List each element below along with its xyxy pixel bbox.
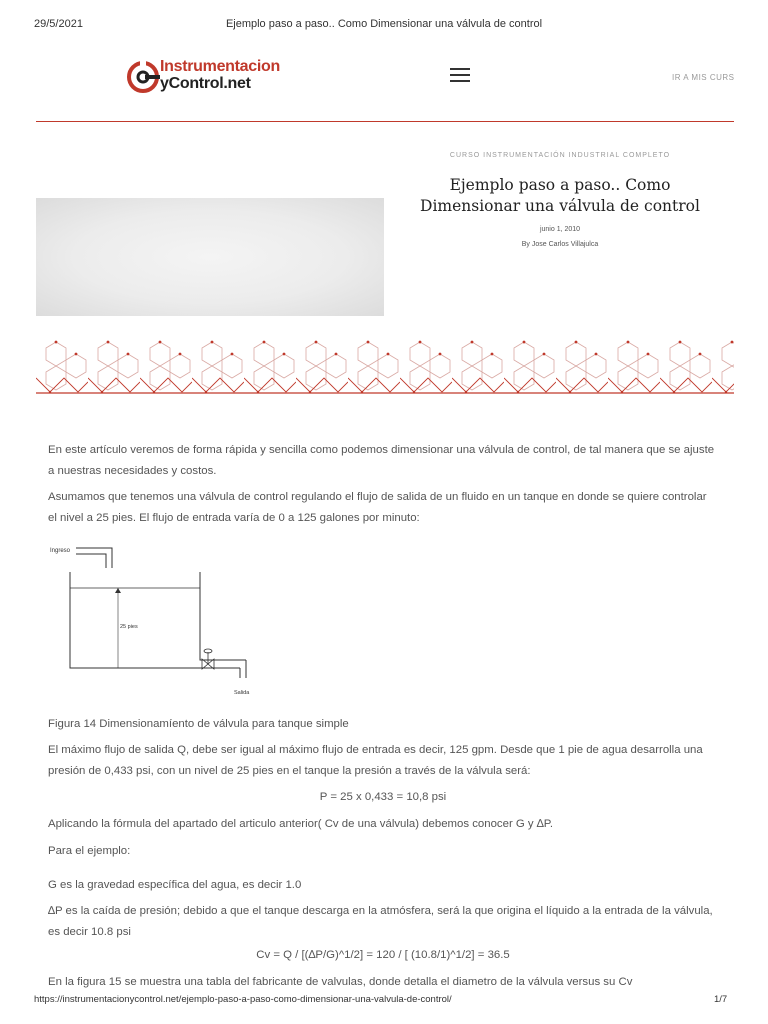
paragraph-example: Para el ejemplo: (48, 845, 131, 857)
article-date: junio 1, 2010 (539, 226, 581, 233)
header-divider (36, 121, 734, 122)
wrench-gauge-icon (126, 58, 162, 94)
print-footer-url: https://instrumentacionycontrol.net/ejemplo-paso-a-paso-como-dimensionar-una-valvula-de-control/ (34, 994, 452, 1005)
diagram-label-outlet: Salida (234, 690, 250, 696)
article-category[interactable]: CURSO INSTRUMENTACIÓN INDUSTRIAL COMPLETO (449, 152, 671, 159)
diagram-label-inlet: Ingreso (50, 548, 71, 554)
logo-text-line1: Instrumentacion (160, 58, 280, 75)
paragraph-max-flow: El máximo flujo de salida Q, debe ser igual al máximo flujo de entrada es decir, 125 gpm. Desde que 1 pie de agua desarrolla una presión de 0,433 psi, con un nivel de 25 pies en el tanque la presión a través de la válvula será: (48, 744, 703, 777)
paragraph-pressure-drop: ∆P es la caída de presión; debido a que el tanque descarga en la atmósfera, será la que origina el líquido a la entrada de la válvula, es decir 10.8 psi (48, 905, 713, 938)
nav-link-courses[interactable]: IR A MIS CURS (672, 73, 735, 82)
paragraph-formula: Aplicando la fórmula del apartado del articulo anterior( Cv de una válvula) debemos conocer G y ∆P. (48, 818, 554, 830)
print-date: 29/5/2021 (34, 18, 83, 30)
article-author: By Jose Carlos Villajulca (521, 241, 599, 248)
print-title: Ejemplo paso a paso.. Como Dimensionar una válvula de control (225, 18, 543, 30)
figure-caption: Figura 14 Dimensionamíento de válvula para tanque simple (48, 718, 349, 730)
paragraph-assumption: Asumamos que tenemos una válvula de control regulando el flujo de salida de un fluido en un tanque en donde se quiere controlar el nivel a 25 pies. El flujo de entrada varía de 0 a 125 galones por minuto: (48, 491, 707, 524)
diagram-label-level: 25 pies (120, 624, 138, 630)
formula-pressure: P = 25 x 0,433 = 10,8 psi (319, 791, 447, 803)
article-title: Ejemplo paso a paso.. Como Dimensionar una válvula de control (420, 176, 700, 215)
paragraph-figure15: En la figura 15 se muestra una tabla del fabricante de valvulas, donde detalla el diametro de la válvula versus su Cv (48, 976, 633, 988)
hamburger-menu-icon[interactable] (450, 68, 470, 82)
logo-text-line2: yControl.net (160, 75, 251, 92)
paragraph-gravity: G es la gravedad específica del agua, es decir 1.0 (48, 879, 302, 891)
hexagon-decorative-band (36, 338, 734, 394)
paragraph-intro: En este artículo veremos de forma rápida y sencilla como podemos dimensionar una válvula de control, de tal manera que se ajuste a nuestras necesidades y costos. (48, 444, 715, 477)
featured-image (36, 198, 384, 316)
print-page-number: 1/7 (714, 994, 728, 1005)
formula-cv: Cv = Q / [(∆P/G)^1/2] = 120 / [ (10.8/1)^1/2] = 36.5 (256, 949, 510, 961)
tank-valve-diagram (38, 538, 258, 700)
site-logo[interactable] (126, 56, 296, 100)
